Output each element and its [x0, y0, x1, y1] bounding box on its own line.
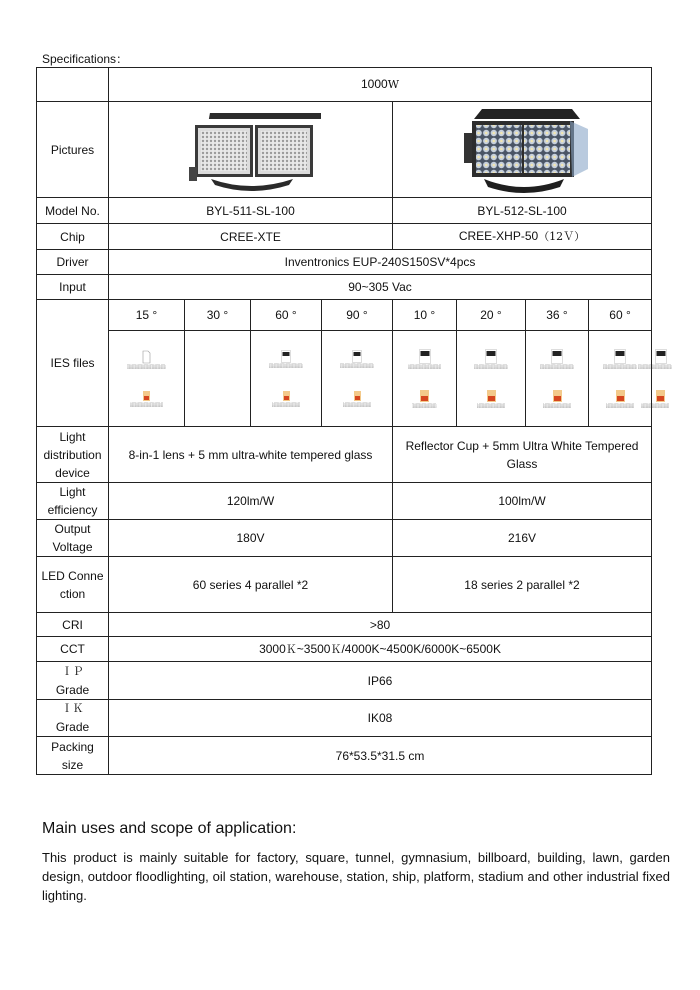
pdf-file-icon[interactable]	[282, 390, 291, 402]
uses-title: Main uses and scope of application:	[42, 820, 297, 837]
pdf-file-icon[interactable]	[419, 389, 430, 403]
ik-grade-value: IK08	[109, 700, 652, 737]
specifications-table	[36, 67, 672, 775]
pdf-file-name: ░░░░░░░░░░░░	[605, 402, 635, 408]
cri-label: CRI	[37, 613, 109, 637]
pdf-file-name: ░░░░░░░░░░░░	[271, 401, 301, 407]
chip-a: CREE-XTE	[109, 224, 393, 250]
ies-file-icon[interactable]	[614, 349, 626, 364]
power-unit: W	[387, 78, 400, 91]
pictures-label: Pictures	[37, 102, 109, 198]
ies-file-name: ░░░░░░░░░░░░░░	[638, 364, 672, 370]
pdf-file-name: ░░░░░░░░░░░░░░	[129, 402, 164, 407]
ies-file-name: ░░░░░░░░░░░░░░	[474, 364, 508, 370]
model-b: BYL-512-SL-100	[393, 198, 652, 224]
cct-part-3: /4000K~4500K/6000K~6500K	[341, 641, 501, 656]
chip-b-model: CREE-XHP-50	[458, 229, 539, 243]
cct-part-1: 3000	[259, 641, 286, 656]
driver-label: Driver	[37, 250, 109, 275]
ies-file-icon[interactable]	[655, 349, 667, 364]
ies-file-icon[interactable]	[281, 350, 291, 363]
kelvin-symbol-1: Ｋ	[285, 642, 297, 656]
angle-36-b: 36 °	[526, 300, 589, 331]
ies-file-cell-8[interactable]	[589, 331, 652, 427]
ies-file-cell-6[interactable]	[457, 331, 526, 427]
ik-grade-label	[37, 700, 109, 737]
picture-model-b	[393, 102, 652, 198]
ies-file-name: ░░░░░░░░░░░░░░	[603, 364, 637, 370]
output-voltage-label: Output Voltage	[37, 520, 109, 557]
ik-label-suffix: Grade	[55, 720, 90, 734]
row-led-connection	[37, 557, 652, 613]
row-cct	[37, 637, 652, 662]
floodlight-lens-image	[181, 107, 321, 193]
ies-file-icon[interactable]	[352, 350, 362, 363]
pdf-file-name: ░░░░░░░░░░	[412, 402, 437, 408]
angle-15-a: 15 °	[109, 300, 185, 331]
row-light-distribution	[37, 427, 652, 483]
packing-size-value: 76*53.5*31.5 cm	[109, 737, 652, 775]
row-ies-files	[37, 331, 652, 427]
row-pictures	[37, 102, 652, 198]
row-light-efficiency	[37, 483, 652, 520]
pdf-file-icon[interactable]	[615, 389, 626, 403]
ies-file-name: ░░░░░░░░░░░░░░░░	[127, 364, 166, 369]
ies-file-cell-4[interactable]	[322, 331, 393, 427]
row-ies-angles	[37, 300, 652, 331]
ies-file-icon[interactable]	[551, 349, 563, 364]
blank-file-icon[interactable]	[142, 350, 151, 364]
kelvin-symbol-2: Ｋ	[330, 642, 342, 656]
row-packing-size	[37, 737, 652, 775]
chip-b-voltage: （12Ｖ）	[538, 230, 586, 243]
light-efficiency-a: 120lm/W	[109, 483, 393, 520]
ies-file-icon[interactable]	[419, 349, 431, 364]
angle-60-a: 60 °	[251, 300, 322, 331]
uses-body: This product is mainly suitable for factory, square, tunnel, gymnasium, billboard, building, lawn, garden design, outdoor floodlighting, oil station, warehouse, station, ship, platform, stadium and other industrial fixed lighting.	[42, 850, 670, 903]
light-efficiency-label: Light efficiency	[37, 483, 109, 520]
cct-value	[109, 637, 652, 662]
angle-60-b: 60 °	[589, 300, 652, 331]
row-output-voltage	[37, 520, 652, 557]
row-chip	[37, 224, 652, 250]
ies-file-cell-2	[185, 331, 251, 427]
ies-file-name: ░░░░░░░░░░░░░░	[340, 363, 374, 369]
led-connection-a: 60 series 4 parallel *2	[109, 557, 393, 613]
angle-20-b: 20 °	[457, 300, 526, 331]
ies-file-name: ░░░░░░░░░░░░░░	[269, 363, 303, 369]
ies-file-name: ░░░░░░░░░░░░░░	[407, 364, 442, 370]
chip-b	[393, 224, 652, 250]
angle-10-b: 10 °	[393, 300, 457, 331]
light-efficiency-b: 100lm/W	[393, 483, 652, 520]
specifications-caption: Specifications：	[42, 52, 129, 66]
pdf-file-name: ░░░░░░░░░░░░	[640, 402, 670, 408]
row-ik-grade	[37, 700, 652, 737]
chip-label: Chip	[37, 224, 109, 250]
floodlight-reflector-image	[452, 105, 592, 195]
ip-label-prefix: ＩＰ	[61, 664, 84, 678]
pdf-file-name: ░░░░░░░░░░░░	[342, 401, 372, 407]
light-distribution-a: 8-in-1 lens + 5 mm ultra-white tempered glass	[109, 427, 393, 483]
led-connection-b: 18 series 2 parallel *2	[393, 557, 652, 613]
ies-file-name: ░░░░░░░░░░░░░░	[540, 364, 574, 370]
pdf-file-icon[interactable]	[353, 390, 362, 402]
row-driver	[37, 250, 652, 275]
angle-90-a: 90 °	[322, 300, 393, 331]
row-ip-grade	[37, 662, 652, 700]
pdf-file-name: ░░░░░░░░░░░░	[542, 402, 572, 408]
output-voltage-a: 180V	[109, 520, 393, 557]
model-label: Model No.	[37, 198, 109, 224]
picture-model-a	[109, 102, 393, 198]
model-a: BYL-511-SL-100	[109, 198, 393, 224]
ip-grade-value: IP66	[109, 662, 652, 700]
ies-label: IES files	[37, 300, 109, 427]
input-label: Input	[37, 275, 109, 300]
cct-label: CCT	[37, 637, 109, 662]
row-input	[37, 275, 652, 300]
ip-grade-label	[37, 662, 109, 700]
output-voltage-b: 216V	[393, 520, 652, 557]
ies-file-icon[interactable]	[485, 349, 497, 364]
power-value: 1000	[361, 77, 388, 91]
ies-file-cell-7[interactable]	[526, 331, 589, 427]
led-connection-label: LED Connection	[37, 557, 109, 613]
ies-file-cell-1[interactable]	[109, 331, 185, 427]
input-value: 90~305 Vac	[109, 275, 652, 300]
cri-value: >80	[109, 613, 652, 637]
row-model	[37, 198, 652, 224]
cct-part-2: ~3500	[296, 641, 331, 656]
row-cri	[37, 613, 652, 637]
driver-value: Inventronics EUP-240S150SV*4pcs	[109, 250, 652, 275]
ip-label-suffix: Grade	[55, 682, 90, 697]
empty-corner-cell	[37, 68, 109, 102]
pdf-file-icon[interactable]	[142, 390, 151, 402]
row-power	[37, 68, 652, 102]
ik-label-prefix: ＩＫ	[61, 702, 84, 715]
ies-file-cell-5[interactable]	[393, 331, 457, 427]
packing-size-label: Packing size	[37, 737, 109, 775]
pdf-file-icon[interactable]	[486, 389, 497, 403]
pdf-file-name: ░░░░░░░░░░░░	[476, 402, 506, 408]
pdf-file-icon[interactable]	[655, 389, 666, 403]
ies-file-cell-3[interactable]	[251, 331, 322, 427]
light-distribution-label: Light distribution device	[37, 427, 109, 483]
angle-30-a: 30 °	[185, 300, 251, 331]
light-distribution-b: Reflector Cup + 5mm Ultra White Tempered Glass	[393, 427, 652, 483]
pdf-file-icon[interactable]	[552, 389, 563, 403]
power-cell	[109, 68, 652, 102]
